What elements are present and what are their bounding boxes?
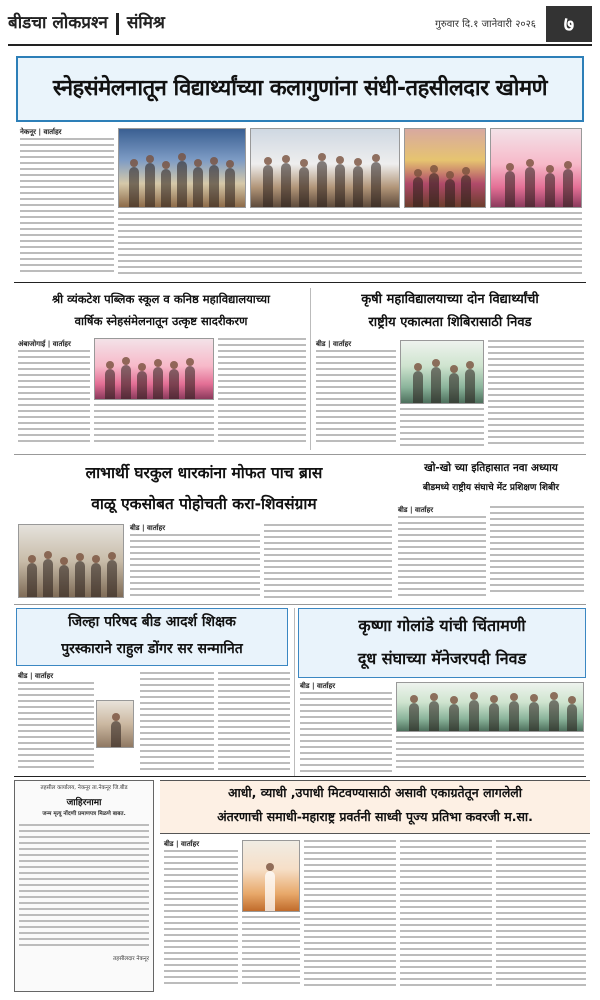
story2-byline: अंबाजोगाई | वार्ताहर — [18, 340, 71, 348]
story6-portrait-photo — [96, 700, 134, 748]
ad-office: तहसील कार्यालय, नेकनूर ता.नेकनूर जि.बीड — [40, 785, 128, 791]
lead-text-column-1 — [20, 138, 114, 278]
ad-body-lines — [19, 824, 149, 952]
story4-byline: बीड | वार्ताहर — [130, 524, 166, 532]
story4-photo — [18, 524, 124, 598]
lead-byline: नेकनूर | वार्ताहर — [20, 128, 62, 136]
story3-byline: बीड | वार्ताहर — [316, 340, 352, 348]
story5-byline: बीड | वार्ताहर — [398, 506, 434, 514]
section-divider-2 — [14, 454, 586, 455]
story8-text-column-3 — [304, 840, 396, 990]
story3-text-column-3 — [400, 408, 484, 450]
section-name: संमिश्र — [126, 13, 165, 33]
story8-text-column-1 — [164, 850, 238, 990]
ad-text: जन्म मृत्यू नोंदणी प्रमाणपत्र मिळणे बाबत. — [42, 811, 126, 817]
story8-text-column-4 — [400, 840, 492, 990]
story4-headline — [16, 458, 392, 522]
masthead — [8, 6, 592, 46]
story8-headline-line2: अंतरणाची समाधी-महाराष्ट्र प्रवर्तनी साध्वी पूज्य प्रतिभा कवरजी म.सा. — [217, 809, 533, 824]
story8-text-column-5 — [496, 840, 586, 990]
story4-text-column-1 — [130, 534, 260, 600]
lead-photo-performance — [490, 128, 582, 208]
story8-portrait-photo — [242, 840, 300, 912]
page-number: ७ — [546, 6, 592, 42]
story2-text-column-2 — [218, 338, 306, 450]
story7-text-column-1 — [300, 692, 392, 776]
story6-headline-line2: पुरस्काराने राहुल डोंगर सर सन्मानित — [61, 641, 243, 657]
story6-text-column-2 — [140, 672, 214, 774]
story3-photo — [400, 340, 484, 404]
lead-text-columns — [118, 212, 582, 278]
story3-headline — [314, 288, 586, 334]
section-divider — [14, 282, 586, 283]
lead-photo-students — [404, 128, 486, 208]
story2-text-column-3 — [94, 404, 214, 450]
ad-title: जाहिरनामा — [66, 798, 102, 808]
story3-headline-line2: राष्ट्रीय एकात्मता शिबिरासाठी निवड — [368, 315, 532, 330]
story5-headline — [396, 458, 586, 500]
column-divider — [310, 288, 311, 450]
column-divider-2 — [294, 608, 295, 776]
story8-byline: बीड | वार्ताहर — [164, 840, 200, 848]
story3-headline-line1: कृषी महाविद्यालयाच्या दोन विद्यार्थ्यांची — [361, 292, 539, 307]
story7-text-column-2 — [396, 736, 584, 776]
story6-headline-line1: जिल्हा परिषद बीड आदर्श शिक्षक — [68, 614, 236, 630]
story5-headline-line2: बीडमध्ये राष्ट्रीय संघाचे मेंट प्रशिक्षण शिबीर — [422, 483, 560, 493]
story2-headline — [16, 288, 306, 334]
lead-photo-guests — [250, 128, 400, 208]
story7-headline — [298, 608, 586, 678]
story7-headline-line2: दूध संघाच्या मॅनेजरपदी निवड — [357, 649, 527, 668]
story3-text-column-1 — [316, 350, 396, 450]
masthead-divider — [116, 13, 119, 35]
story2-photo — [94, 338, 214, 400]
paper-name: बीडचा लोकप्रश्‍न — [8, 13, 108, 33]
story7-photo — [396, 682, 584, 732]
section-divider-4 — [14, 776, 586, 777]
story6-headline — [16, 608, 288, 666]
story2-headline-line2: वार्षिक स्नेहसंमेलनातून उत्कृष्ट सादरीकरण — [74, 314, 248, 328]
story8-headline — [160, 780, 590, 834]
story8-text-column-2 — [242, 916, 300, 990]
story6-byline: बीड | वार्ताहर — [18, 672, 54, 680]
section-divider-3 — [14, 604, 586, 605]
story5-headline-line1: खो-खो च्या इतिहासात नवा अध्याय — [424, 462, 558, 474]
issue-date: गुरुवार दि.१ जानेवारी २०२६ — [435, 19, 536, 30]
story6-text-column-1 — [18, 682, 94, 774]
story2-headline-line1: श्री व्यंकटेश पब्लिक स्कूल व कनिष्ठ महाविद्यालयाच्या — [52, 292, 270, 306]
story3-text-column-2 — [488, 340, 584, 450]
story5-text-column-1 — [398, 516, 486, 600]
story4-headline-line1: लाभार्थी घरकुल धारकांना मोफत पाच ब्रास — [85, 464, 323, 482]
story5-text-column-2 — [490, 506, 584, 600]
ad-signature: तहसीलदार नेकनूर — [113, 956, 149, 962]
story6-text-column-3 — [218, 672, 290, 774]
story7-byline: बीड | वार्ताहर — [300, 682, 336, 690]
story2-text-column — [18, 350, 90, 450]
story8-headline-line1: आधी, व्याधी ,उपाधी मिटवण्यासाठी असावी एकाग्रतेतून लागलेली — [227, 785, 523, 800]
story7-headline-line1: कृष्णा गोलांडे यांची चिंतामणी — [358, 616, 526, 635]
masthead-title-group — [8, 10, 165, 35]
public-notice-ad — [14, 780, 154, 992]
story4-text-column-2 — [264, 524, 392, 600]
lead-photo-stage — [118, 128, 246, 208]
story4-headline-line2: वाळू एकसोबत पोहोचती करा-शिवसंग्राम — [91, 495, 317, 513]
lead-headline: स्नेहसंमेलनातून विद्यार्थ्यांच्या कलागुणांना संधी-तहसीलदार खोमणे — [16, 56, 584, 122]
